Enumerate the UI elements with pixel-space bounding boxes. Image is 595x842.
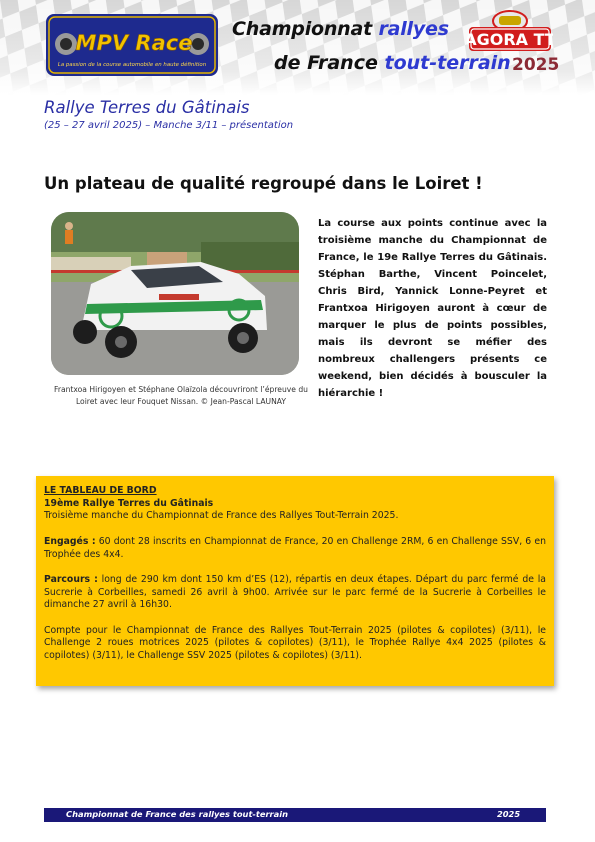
svg-text:La passion de la course automo: La passion de la course automobile en haute définition	[57, 62, 207, 68]
svg-text:AGORA TT: AGORA TT	[467, 30, 553, 49]
article-headline: Un plateau de qualité regroupé dans le Loiret !	[44, 174, 483, 193]
box-event-name: 19ème Rallye Terres du Gâtinais	[44, 497, 214, 509]
box-parcours-text: long de 290 km dont 150 km d’ES (12), répartis en deux étapes. Départ du parc fermé de la Sucrerie à Corbeilles, samedi 26 avril à 9h00. Arrivée sur le parc fermé de la Sucrerie à Corbeilles le dimanche 27 avril à 16h30.	[44, 573, 547, 611]
header-title-championnat: Championnat	[232, 18, 373, 40]
header-title-line2	[274, 52, 511, 74]
header-year: 2025	[512, 55, 560, 75]
rally-subtitle: (25 – 27 avril 2025) – Manche 3/11 – présentation	[44, 120, 294, 131]
box-parcours-label: Parcours :	[44, 573, 98, 585]
footer-bar	[44, 808, 546, 822]
tableau-de-bord-box	[36, 476, 554, 686]
header-title-tout-terrain: tout-terrain	[384, 52, 511, 74]
box-compte: Compte pour le Championnat de France des Rallyes Tout-Terrain 2025 (pilotes & copilotes) (3/11), le Challenge 2 roues motrices 2025 (pilotes & copilotes) (3/11), le Trophée Rallye 4x4 2025 (pilotes & copilotes) (3/11), le Challenge SSV 2025 (pilotes & copilotes) (3/11).	[44, 624, 546, 662]
svg-text:MPV Race: MPV Race	[75, 31, 193, 55]
header-title-de-france: de France	[274, 52, 378, 74]
header-title-rallyes: rallyes	[378, 18, 449, 40]
box-engages-label: Engagés :	[44, 535, 96, 547]
photo-caption: Frantxoa Hirigoyen et Stéphane Olaïzola découvriront l’épreuve du Loiret avec leur Fouquet Nissan. © Jean-Pascal LAUNAY	[54, 385, 308, 406]
rally-car-photo	[51, 212, 299, 375]
box-parcours	[44, 574, 546, 612]
agora-tt-logo	[467, 7, 553, 53]
box-engages-text: 60 dont 28 inscrits en Championnat de France, 20 en Challenge 2RM, 6 en Challenge SSV, 6 en Trophée des 4x4.	[44, 535, 546, 560]
box-event-desc: Troisième manche du Championnat de France des Rallyes Tout-Terrain 2025.	[44, 510, 399, 522]
article-lead: La course aux points continue avec la troisième manche du Championnat de France, le 19e Rallye Terres du Gâtinais. Stéphan Barthe, Vincent Poincelet, Chris Bird, Yannick Lonne-Peyret et Frantxoa Hirigoyen auront à cœur de marquer le plus de points possibles, mais ils devront se méfier des nombreux challengers présents ce weekend, bien décidés à bousculer la hiérarchie !	[318, 218, 547, 399]
mpv-race-logo	[46, 14, 218, 76]
box-title: LE TABLEAU DE BORD	[44, 485, 157, 496]
header-title-line1	[232, 18, 449, 40]
footer-year: 2025	[497, 809, 521, 819]
footer-left: Championnat de France des rallyes tout-terrain	[66, 809, 288, 819]
rally-title: Rallye Terres du Gâtinais	[44, 98, 250, 117]
box-engages	[44, 536, 546, 561]
